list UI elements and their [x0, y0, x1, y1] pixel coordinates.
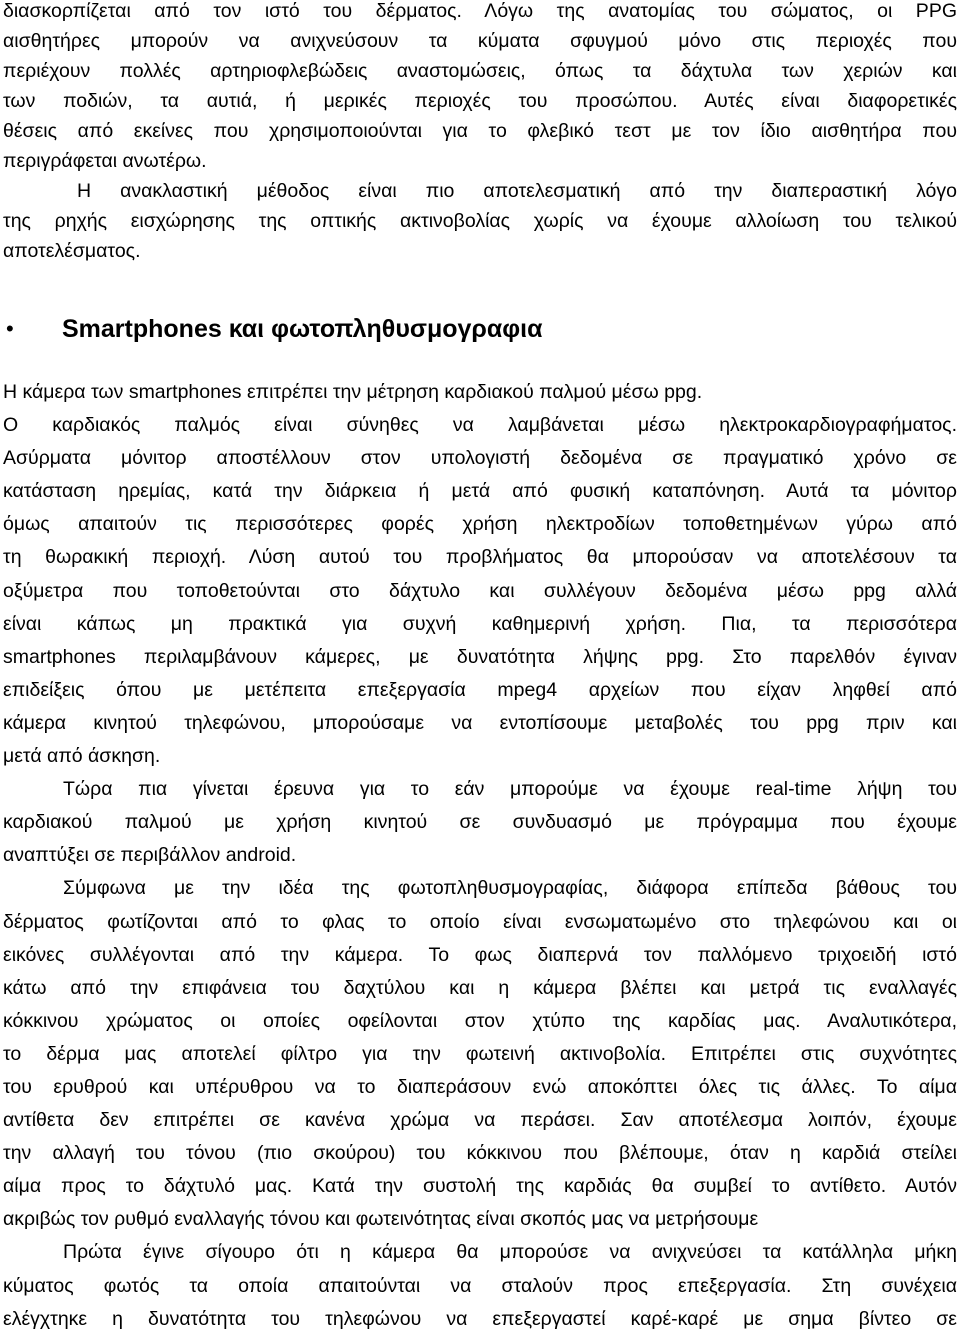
- text-line: αποτελέσματος.: [3, 240, 141, 262]
- text-line: κάμερα κινητού τηλεφώνου, μπορούσαμε να εντοπίσουμε μεταβολές του ppg πριν και: [3, 711, 957, 734]
- text-line: περιγράφεται ανωτέρω.: [3, 150, 207, 172]
- text-line: Τώρα πια γίνεται έρευνα για το εάν μπορούμε να έχουμε real-time λήψη του: [63, 778, 957, 801]
- text-line: ακριβώς τον ρυθμό εναλλαγής τόνου και φωτεινότητας είναι σκοπός μας να μετρήσουμε: [3, 1208, 759, 1231]
- text-line: οξύμετρα που τοποθετούνται στο δάχτυλο και συλλέγουν δεδομένα μέσω ppg αλλά: [3, 579, 957, 602]
- text-line: καρδιακού παλμού με χρήση κινητού σε συνδυασμό με πρόγραμμα που έχουμε: [3, 811, 957, 834]
- text-line: των ποδιών, τα αυτιά, ή μερικές περιοχές του προσώπου. Αυτές είναι διαφορετικές: [3, 90, 957, 112]
- text-line: smartphones περιλαμβάνουν κάμερες, με δυνατότητα λήψης ppg. Στο παρελθόν έγιναν: [3, 645, 957, 668]
- section-title: Smartphones και φωτοπληθυσμογραφια: [62, 315, 543, 343]
- text-line: ελέγχτηκε η δυνατότητα του τηλεφώνου να επεξεργαστεί καρέ-καρέ με σημα βίντεο σε: [3, 1307, 957, 1330]
- text-line: αναπτύξει σε περιβάλλον android.: [3, 844, 297, 867]
- text-line: όμως απαιτούν τις περισσότερες φορές χρήση ηλεκτροδίων τοποθετημένων γύρω από: [3, 513, 957, 536]
- text-line: εικόνες συλλέγονται από την κάμερα. Το φως διαπερνά τον παλλόμενο τριχοειδή ιστό: [3, 943, 957, 966]
- text-line: αίμα προς το δάχτυλό μας. Κατά την συστολή της καρδιάς θα συμβεί το αντίθετο. Αυτόν: [3, 1175, 957, 1198]
- section-heading: [0, 309, 960, 349]
- text-line: κατάσταση ηρεμίας, κατά την διάρκεια ή μετά από φυσική καταπόνηση. Αυτά τα μόνιτορ: [3, 480, 957, 503]
- text-line: Ασύρματα μόνιτορ αποστέλλουν στον υπολογιστή δεδομένα σε πραγματικό χρόνο σε: [3, 447, 957, 470]
- text-line: επιδείξεις όπου με μετέπειτα επεξεργασία mpeg4 αρχείων που είχαν ληφθεί από: [3, 678, 957, 701]
- text-line: Η κάμερα των smartphones επιτρέπει την μέτρηση καρδιακού παλμού μέσω ppg.: [3, 381, 703, 403]
- text-line: θέσεις από εκείνες που χρησιμοποιούνται για το φλεβικό τεστ με τον ίδιο αισθητήρα που: [3, 120, 957, 142]
- text-line: αισθητήρες μπορούν να ανιχνεύσουν τα κύματα σφυγμού μόνο στις περιοχές που: [3, 30, 957, 52]
- text-line: κύματος φωτός τα οποία απαιτούνται να σταλούν προς επεξεργασία. Στη συνέχεια: [3, 1274, 957, 1297]
- text-line: κάτω από την επιφάνεια του δαχτύλου και η κάμερα βλέπει και μετρά τις εναλλαγές: [3, 976, 957, 999]
- text-line: περιέχουν πολλές αρτηριοφλεβώδεις αναστομώσεις, όπως τα δάχτυλα των χεριών και: [3, 60, 957, 82]
- text-line: Ο καρδιακός παλμός είναι σύνηθες να λαμβάνεται μέσω ηλεκτροκαρδιογραφήματος.: [3, 414, 957, 437]
- text-line: αντίθετα δεν επιτρέπει σε κανένα χρώμα να περάσει. Σαν αποτέλεσμα λοιπόν, έχουμε: [3, 1109, 957, 1132]
- text-line: του ερυθρού και υπέρυθρου να το διαπεράσουν ενώ αποκόπτει όλες τις άλλες. Το αίμα: [3, 1075, 957, 1098]
- text-line: τη θωρακική περιοχή. Λύση αυτού του προβλήματος θα μπορούσαν να αποτελέσουν τα: [3, 546, 957, 569]
- text-line: το δέρμα μας αποτελεί φίλτρο για την φωτεινή ακτινοβολία. Επιτρέπει στις συχνότητες: [3, 1042, 957, 1065]
- text-line: Πρώτα έγινε σίγουρο ότι η κάμερα θα μπορούσε να ανιχνεύσει τα κατάλληλα μήκη: [63, 1241, 957, 1264]
- intro-paragraphs: [3, 0, 957, 266]
- text-line: κόκκινου χρώματος οι οποίες οφείλονται στον χτύπο της καρδίας μας. Αναλυτικότερα,: [3, 1009, 957, 1032]
- text-line: Σύμφωνα με την ιδέα της φωτοπληθυσμογραφίας, διάφορα επίπεδα βάθους του: [63, 877, 957, 900]
- bullet-icon: •: [6, 316, 14, 341]
- main-paragraphs: [3, 376, 957, 1336]
- text-line: δέρματος φωτίζονται από το φλας το οποίο είναι ενσωματωμένο στο τηλεφώνου και οι: [3, 910, 957, 933]
- text-line: μετά από άσκηση.: [3, 745, 161, 768]
- text-line: της ρηχής εισχώρησης της οπτικής ακτινοβολίας χωρίς να έχουμε αλλοίωση του τελικού: [3, 210, 957, 232]
- text-line: είναι κάπως μη πρακτικά για συχνή καθημερινή χρήση. Πια, τα περισσότερα: [3, 612, 957, 635]
- text-line: διασκορπίζεται από τον ιστό του δέρματος. Λόγω της ανατομίας του σώματος, οι PPG: [3, 0, 957, 22]
- text-line: την αλλαγή του τόνου (πιο σκούρου) του κόκκινου που βλέπουμε, όταν η καρδιά στείλει: [3, 1142, 957, 1165]
- text-line: Η ανακλαστική μέθοδος είναι πιο αποτελεσματική από την διαπεραστική λόγο: [77, 180, 957, 202]
